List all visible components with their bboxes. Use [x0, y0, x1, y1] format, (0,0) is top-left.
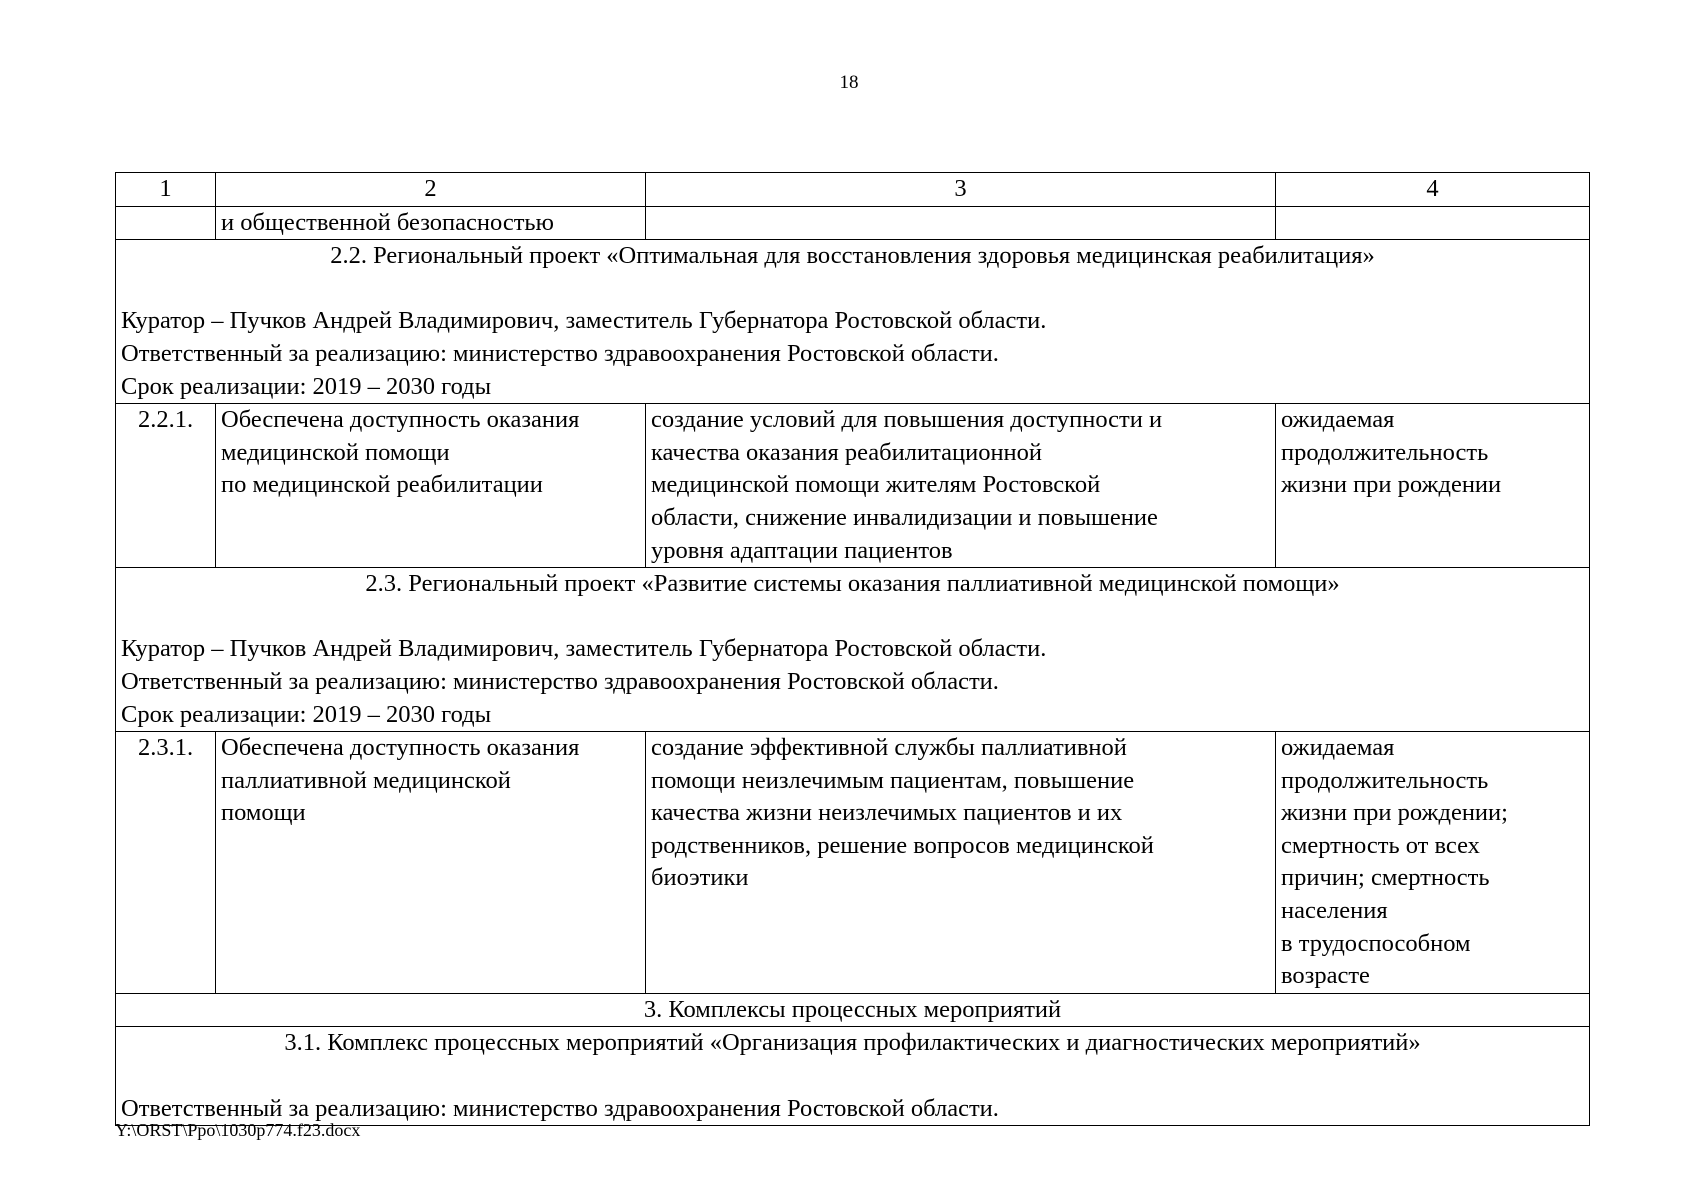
row-2-2-1-task [216, 404, 646, 568]
indicator-line: ожидаемая [1281, 406, 1395, 434]
footer-file-path: Y:\ORST\Ppo\1030p774.f23.docx [115, 1120, 361, 1140]
indicator-line: продолжительность [1281, 438, 1489, 466]
section-2-3-curator: Куратор – Пучков Андрей Владимирович, заместитель Губернатора Ростовской области. [121, 635, 1047, 663]
task-line: медицинской помощи [221, 438, 450, 466]
column-number-row [116, 173, 1590, 207]
column-number-1: 1 [116, 173, 216, 207]
section-2-3-title: 2.3. Региональный проект «Развитие системы оказания паллиативной медицинской помощи» [365, 570, 1340, 598]
row-2-3-1-indicator [1276, 732, 1590, 994]
indicator-line: в трудоспособном [1281, 929, 1471, 957]
continuation-indicator-cell [1276, 206, 1590, 240]
effect-line: качества оказания реабилитационной [651, 438, 1043, 466]
effect-line: качества жизни неизлечимых пациентов и их [651, 799, 1123, 827]
section-2-2-curator: Куратор – Пучков Андрей Владимирович, заместитель Губернатора Ростовской области. [121, 307, 1047, 335]
effect-line: медицинской помощи жителям Ростовской [651, 471, 1101, 499]
section-2-2-responsible: Ответственный за реализацию: министерство здравоохранения Ростовской области. [121, 339, 999, 367]
task-line: Обеспечена доступность оказания [221, 406, 580, 434]
row-2-3-1-number: 2.3.1. [116, 732, 216, 994]
document-table [115, 172, 1590, 1126]
section-2-2-header-row [116, 240, 1590, 404]
column-number-2: 2 [216, 173, 646, 207]
row-2-3-1-task [216, 732, 646, 994]
row-2-3-1-effect [646, 732, 1276, 994]
indicator-line: продолжительность [1281, 766, 1489, 794]
page-number: 18 [839, 72, 859, 93]
section-2-2-term: Срок реализации: 2019 – 2030 годы [121, 372, 492, 400]
section-3-1-title: 3.1. Комплекс процессных мероприятий «Организация профилактических и диагностических мероприятий» [284, 1029, 1421, 1057]
effect-line: биоэтики [651, 864, 749, 892]
row-2-2-1-number: 2.2.1. [116, 404, 216, 568]
row-2-2-1 [116, 404, 1590, 568]
section-2-3-header [116, 568, 1590, 732]
section-2-3-responsible: Ответственный за реализацию: министерство здравоохранения Ростовской области. [121, 667, 999, 695]
continuation-effect-cell [646, 206, 1276, 240]
task-line: Обеспечена доступность оказания [221, 734, 580, 762]
row-2-2-1-indicator [1276, 404, 1590, 568]
indicator-line: ожидаемая [1281, 734, 1395, 762]
indicator-line: смертность от всех [1281, 831, 1480, 859]
section-3-1-header-row [116, 1027, 1590, 1126]
task-line: по медицинской реабилитации [221, 471, 543, 499]
section-2-2-header [116, 240, 1590, 404]
continuation-num-cell [116, 206, 216, 240]
effect-line: области, снижение инвалидизации и повышение [651, 503, 1158, 531]
section-2-2-title: 2.2. Региональный проект «Оптимальная для восстановления здоровья медицинская реабилитация» [330, 242, 1375, 270]
section-3-1-responsible: Ответственный за реализацию: министерство здравоохранения Ростовской области. [121, 1094, 999, 1122]
section-3-header-row [116, 993, 1590, 1027]
column-number-3: 3 [646, 173, 1276, 207]
continuation-row [116, 206, 1590, 240]
row-2-2-1-effect [646, 404, 1276, 568]
indicator-line: жизни при рождении; [1281, 799, 1508, 827]
effect-line: помощи неизлечимым пациентам, повышение [651, 766, 1135, 794]
section-2-3-term: Срок реализации: 2019 – 2030 годы [121, 700, 492, 728]
row-2-3-1 [116, 732, 1590, 994]
section-3-title: 3. Комплексы процессных мероприятий [116, 993, 1590, 1027]
indicator-line: населения [1281, 897, 1388, 925]
effect-line: создание условий для повышения доступности и [651, 406, 1163, 434]
task-line: паллиативной медицинской [221, 766, 511, 794]
effect-line: родственников, решение вопросов медицинской [651, 831, 1154, 859]
indicator-line: возрасте [1281, 962, 1370, 990]
section-2-3-header-row [116, 568, 1590, 732]
task-line: помощи [221, 799, 306, 827]
indicator-line: причин; смертность [1281, 864, 1490, 892]
indicator-line: жизни при рождении [1281, 471, 1502, 499]
column-number-4: 4 [1276, 173, 1590, 207]
effect-line: уровня адаптации пациентов [651, 536, 953, 564]
section-3-1-header [116, 1027, 1590, 1126]
continuation-task-cell: и общественной безопасностью [216, 206, 646, 240]
effect-line: создание эффективной службы паллиативной [651, 734, 1127, 762]
